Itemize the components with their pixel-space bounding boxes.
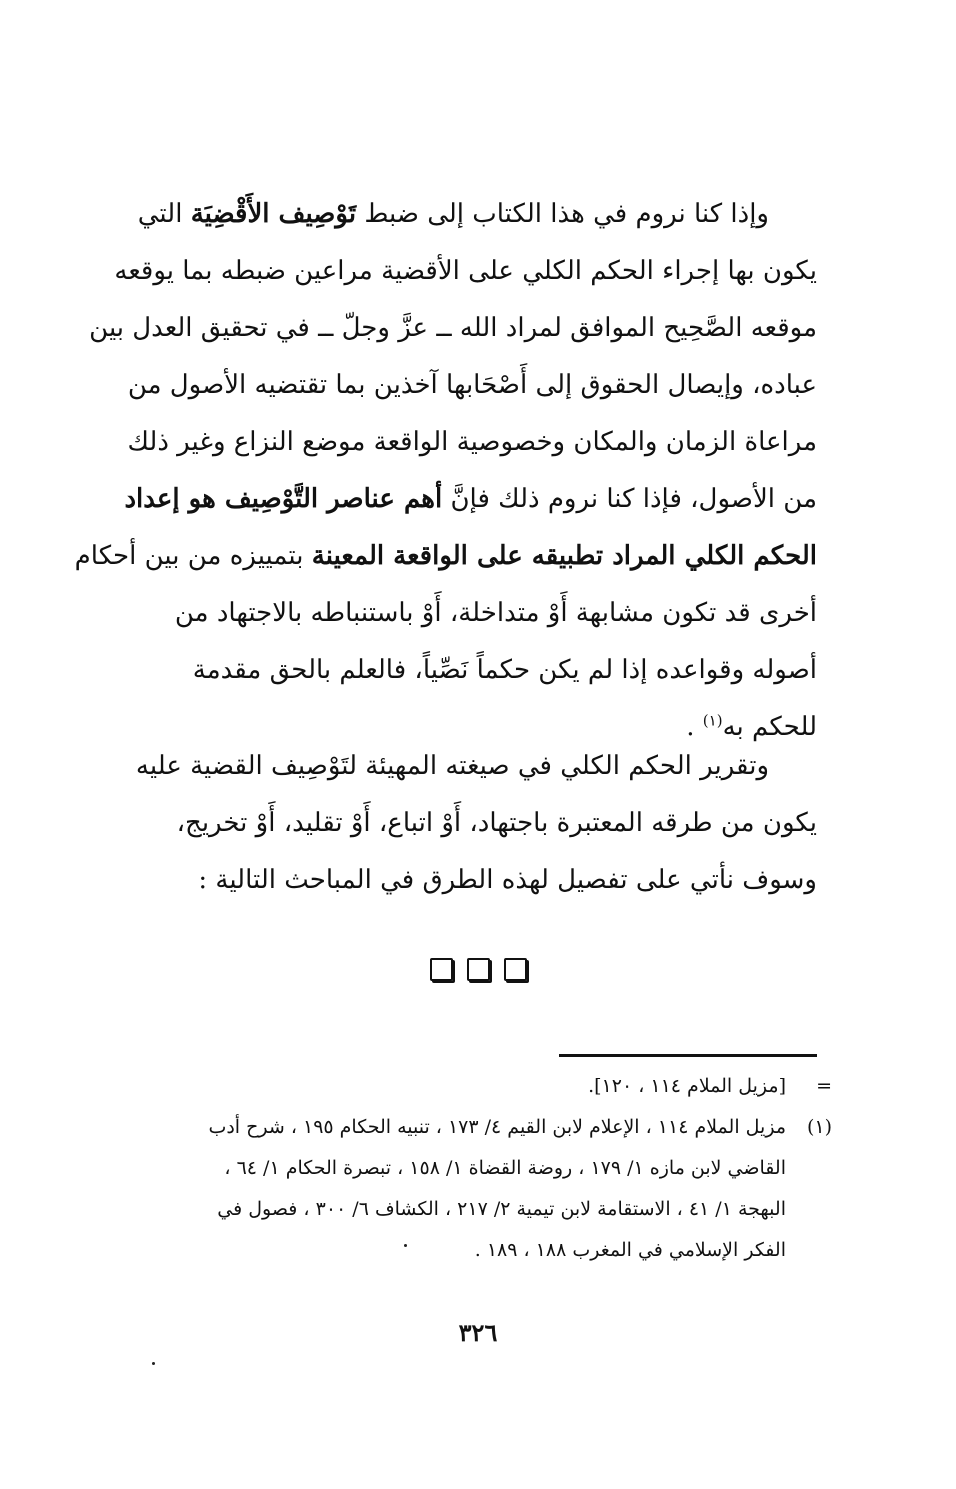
text-line: عباده، وإيصال الحقوق إلى أَصْحَابها آخذين بما تقتضيه الأصول من xyxy=(127,370,817,400)
footnote-line: البهجة ١/ ٤١ ، الاستقامة لابن تيمية ٢/ ٢١٧ ، الكشاف ٦/ ٣٠٠ ، فصول في xyxy=(217,1198,786,1220)
footnote-line: الفكر الإسلامي في المغرب ١٨٨ ، ١٨٩ . xyxy=(474,1239,786,1261)
footnotes xyxy=(112,1066,832,1271)
bold-phrase: الحكم الكلي المراد تطبيقه على الواقعة المعينة xyxy=(311,541,817,571)
print-speck xyxy=(152,1362,155,1365)
text-line-last: وسوف نأتي على تفصيل لهذه الطرق في المباحث التالية : xyxy=(198,865,817,895)
square-ornament-icon xyxy=(504,958,527,981)
main-paragraph-1 xyxy=(74,186,817,756)
print-speck xyxy=(404,1244,407,1247)
footnote-line: مزيل الملام ١١٤ ، الإعلام لابن القيم ٤/ ١٧٣ ، تنبيه الحكام ١٩٥ ، شرح أدب xyxy=(208,1116,786,1138)
section-separator xyxy=(0,958,956,985)
text-line: وإذا كنا نروم في هذا الكتاب إلى ضبط تَوْصِيف الأَقْضِيَة التي xyxy=(137,199,769,229)
text-line: موقعه الصَّحِيح الموافق لمراد الله ــ عزَّ وجلّ ــ في تحقيق العدل بين xyxy=(89,313,817,343)
bold-term: تَوْصِيف الأَقْضِيَة xyxy=(190,199,357,229)
text-line: أخرى قد تكون مشابهة أَوْ متداخلة، أَوْ باستنباطه بالاجتهاد من xyxy=(174,598,817,628)
main-paragraph-2 xyxy=(112,738,817,909)
footnote-marker[interactable]: (١) xyxy=(806,1116,832,1138)
text-line-last: للحكم به$^{(١)}$ . xyxy=(686,711,817,742)
bold-phrase: أهم عناصر التَّوْصِيف هو إعداد xyxy=(124,484,443,514)
text-line: أصوله وقواعده إذا لم يكن حكماً نَصِّياً، فالعلم بالحق مقدمة xyxy=(192,655,817,685)
text-line: يكون من طرقه المعتبرة باجتهاد، أَوْ اتباع، أَوْ تقليد، أَوْ تخريج، xyxy=(176,808,817,838)
text-line: يكون بها إجراء الحكم الكلي على الأقضية مراعين ضبطه بما يوقعه xyxy=(114,256,817,286)
text-line: مراعاة الزمان والمكان وخصوصية الواقعة موضع النزاع وغير ذلك xyxy=(127,427,817,457)
square-ornament-icon xyxy=(430,958,453,981)
text-line: الحكم الكلي المراد تطبيقه على الواقعة المعينة بتمييزه من بين أحكام xyxy=(74,541,817,571)
footnote-1 xyxy=(112,1107,832,1271)
footnote-reference[interactable]: (١) xyxy=(702,711,723,730)
footnote-line: القاضي لابن مازه ١/ ١٧٩ ، روضة القضاة ١/ ١٥٨ ، تبصرة الحكام ١/ ٦٤ ، xyxy=(224,1157,786,1179)
footnote-divider xyxy=(559,1054,817,1057)
footnote-continuation xyxy=(112,1066,832,1107)
page-number: ٣٢٦ xyxy=(458,1318,498,1347)
text-line: من الأصول، فإذا كنا نروم ذلك فإنَّ أهم عناصر التَّوْصِيف هو إعداد xyxy=(124,484,817,514)
text-line: وتقرير الحكم الكلي في صيغته المهيئة لتَوْصِيف القضية عليه xyxy=(135,751,769,781)
footnote-line: [مزيل الملام ١١٤ ، ١٢٠]. xyxy=(588,1075,786,1097)
footnote-marker: = xyxy=(816,1075,832,1097)
square-ornament-icon xyxy=(467,958,490,981)
